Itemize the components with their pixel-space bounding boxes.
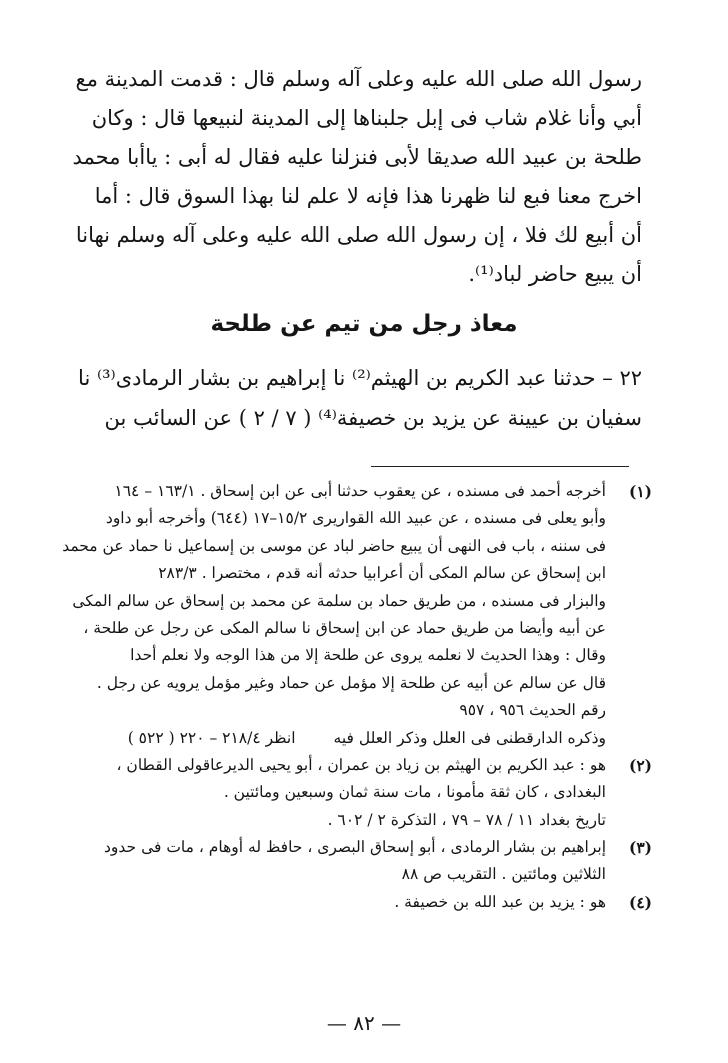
footnote-text: رقم الحديث ٩٥٦ ، ٩٥٧ [459, 701, 606, 720]
footnote-line [62, 588, 652, 615]
footnote-text: إبراهيم بن بشار الرمادى ، أبو إسحاق البصرى ، حافظ له أوهام ، مات فى حدود [104, 838, 606, 857]
footnote-line [62, 533, 652, 560]
main-text-block [72, 60, 642, 294]
section-heading: معاذ رجل من تيم عن طلحة [210, 311, 518, 337]
footnote-text: وذكره الدارقطنى فى العلل وذكر العلل فيه [333, 728, 606, 747]
footnote-line [62, 861, 652, 888]
footnote-line [62, 752, 652, 779]
footnote-line [62, 615, 652, 642]
footnote-text: وقال : وهذا الحديث لا نعلمه يروى عن طلحة إلا من هذا الوجه ولا نعلم أحدا [130, 646, 606, 665]
main-text-line: رسول الله صلى الله عليه وعلى آله وسلم قال : قدمت المدينة مع [75, 67, 642, 91]
footnote-line [62, 834, 652, 861]
footnote-line [62, 889, 652, 916]
footnote-text: قال عن سالم عن أبيه عن طلحة إلا مؤمل عن حماد وغير مؤمل يرويه عن رجل . [96, 673, 606, 692]
footnote-number: (٤) [628, 892, 652, 912]
footnote-line [62, 725, 652, 752]
footnote-text: أخرجه أحمد فى مسنده ، عن يعقوب حدثنا أبى عن ابن إسحاق . ١٦٣/١ – ١٦٤ [114, 482, 606, 500]
hadith-line: ٢٢ – حدثنا عبد الكريم بن الهيثم⁽²⁾ نا إبراهيم بن بشار الرمادى⁽³⁾ نا [78, 366, 642, 390]
footnotes-block [62, 478, 652, 916]
footnote-text: تاريخ بغداد ١١ / ٧٨ – ٧٩ ، التذكرة ٢ / ٦٠٢ . [327, 810, 606, 829]
footnote-text: البغدادى ، كان ثقة مأمونا ، مات سنة ثمان وسبعين ومائتين . [223, 783, 606, 802]
footnote-line [62, 697, 652, 724]
footnote-separator [371, 466, 629, 467]
footnote-number: (٣) [628, 838, 652, 858]
hadith-block [72, 358, 642, 438]
footnote-line [62, 560, 652, 587]
main-text-line: أن أبيع لك فلا ، إن رسول الله صلى الله عليه وعلى آله وسلم نهانا [75, 223, 642, 247]
footnote-line [62, 478, 652, 505]
page-number: — ٨٢ — [326, 1011, 402, 1035]
footnote-text: فى سننه ، باب فى النهى أن يبيع حاضر لباد عن موسى بن إسماعيل نا حماد عن محمد [62, 536, 606, 555]
footnote-line [62, 670, 652, 697]
footnote-text: الثلاثين ومائتين . التقريب ص ٨٨ [401, 865, 606, 884]
footnote-reference: انظر ٢١٨/٤ – ٢٢٠ ( ٥٢٢ ) [127, 728, 296, 747]
footnote-text: ابن إسحاق عن سالم المكى أن أعرابيا حدثه أنه قدم ، مختصرا . ٢٨٣/٣ [158, 564, 606, 583]
footnote-text: عن أبيه وأيضا من طريق حماد عن ابن إسحاق نا سالم المكى عن رجل عن طلحة ، [83, 618, 606, 637]
footnote-text: والبزار فى مسنده ، من طريق حماد بن سلمة عن محمد بن إسحاق عن سالم المكى [72, 591, 606, 610]
main-text-line: طلحة بن عبيد الله صديقا لأبى فنزلنا عليه فقال له أبى : ياأبا محمد [72, 145, 642, 169]
footnote-text: هو : عبد الكريم بن الهيثم بن زياد بن عمران ، أبو يحيى الديرعاقولى القطان ، [116, 755, 606, 774]
footnote-line [62, 807, 652, 834]
footnote-line [62, 779, 652, 806]
hadith-line: سفيان بن عيينة عن يزيد بن خصيفة⁽⁴⁾ ( ٧ / ٢ ) عن السائب بن [104, 406, 642, 430]
main-text-line: أن يبيع حاضر لباد⁽¹⁾. [468, 262, 642, 286]
footnote-line [62, 505, 652, 532]
footnote-text: هو : يزيد بن عبد الله بن خصيفة . [394, 892, 606, 911]
footnote-text: وأبو يعلى فى مسنده ، عن عبيد الله القواريرى ١٥/٢–١٧ (٦٤٤) وأخرجه أبو داود [105, 509, 606, 528]
footnote-line [62, 642, 652, 669]
footnote-number: (١) [628, 482, 652, 501]
main-text-line: أبي وأنا غلام شاب فى إبل جلبناها إلى المدينة لنبيعها قال : وكان [91, 106, 642, 130]
main-text-line: اخرج معنا فبع لنا ظهرنا هذا فإنه لا علم لنا بهذا السوق قال : أما [94, 184, 642, 208]
footnote-number: (٢) [628, 755, 652, 775]
